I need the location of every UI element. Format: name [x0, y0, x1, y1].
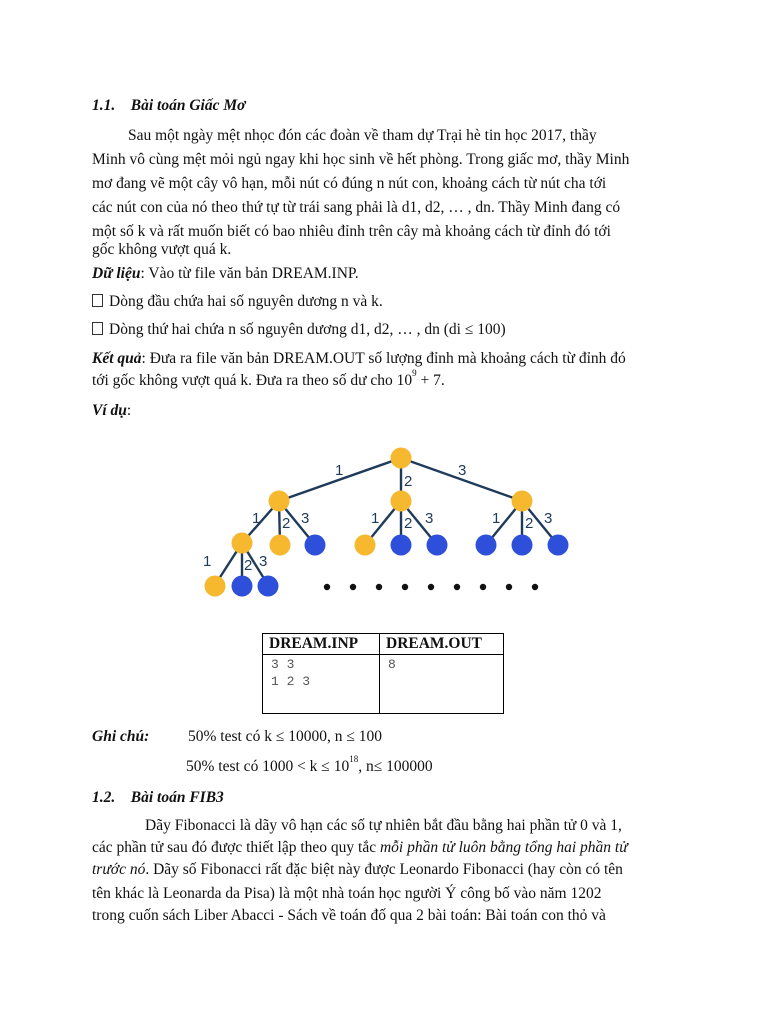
example-colon: :	[126, 402, 132, 419]
node-blue	[258, 576, 279, 597]
section-heading	[92, 96, 245, 116]
section-title: Bài toán FIB3	[130, 789, 224, 806]
node-blue	[232, 576, 253, 597]
section-title: Bài toán Giấc Mơ	[130, 97, 246, 114]
dot	[454, 584, 460, 590]
note-label: Ghi chú:	[92, 728, 150, 745]
paragraph-line	[92, 860, 623, 880]
table-header-row	[263, 634, 504, 655]
node-blue	[305, 535, 326, 556]
note-line-2	[186, 753, 433, 777]
paragraph-line: mơ đang vẽ một cây vô hạn, mỗi nút có đúng n nút con, khoảng cách từ nút cha tới	[92, 175, 607, 192]
table-header-input: DREAM.INP	[263, 634, 380, 655]
output-label: Kết quả	[92, 350, 142, 367]
edge-label: 1	[371, 510, 380, 527]
section-number: 1.2.	[92, 789, 116, 806]
edge-label: 2	[282, 515, 291, 532]
edge-label: 2	[244, 557, 253, 574]
exponent: 18	[349, 753, 359, 764]
dot	[376, 584, 382, 590]
note-text: 50% test có k ≤ 10000, n ≤ 100	[188, 728, 382, 745]
dot	[324, 584, 330, 590]
dot	[506, 584, 512, 590]
node-blue	[391, 535, 412, 556]
node-yellow	[270, 535, 291, 556]
node-yellow	[391, 491, 412, 512]
node-blue	[548, 535, 569, 556]
paragraph-line	[92, 838, 628, 858]
note-line	[92, 727, 149, 747]
node-yellow	[391, 448, 412, 469]
paragraph-line: các nút con của nó theo thứ tự từ trái sang phải là d1, d2, … , dn. Thầy Minh đang có	[92, 199, 621, 216]
paragraph-line: gốc không vượt quá k.	[92, 241, 232, 258]
edge-label: 2	[404, 473, 413, 490]
node-blue	[427, 535, 448, 556]
paragraph-italic: mỗi phần tử luôn bằng tổng hai phần tử	[379, 839, 628, 856]
output-spec-line2	[92, 367, 445, 391]
paragraph-line: tên khác là Leonarda da Pisa) là một nhà toán học người Ý công bố vào năm 1202	[92, 885, 602, 902]
bullet-text: Dòng đầu chứa hai số nguyên dương n và k.	[109, 293, 383, 310]
table-row	[263, 655, 504, 714]
edge-label: 1	[203, 553, 212, 570]
bullet-box-icon	[92, 322, 103, 335]
node-blue	[512, 535, 533, 556]
output-text: : Đưa ra file văn bản DREAM.OUT số lượng đỉnh mà khoảng cách từ đỉnh đó	[141, 350, 626, 367]
bullet-item	[92, 320, 506, 340]
paragraph-line: Minh vô cùng mệt mỏi ngủ ngay khi học sinh về hết phòng. Trong giấc mơ, thầy Minh	[92, 151, 630, 168]
edge-label: 3	[425, 510, 434, 527]
dot	[402, 584, 408, 590]
edge-label: 3	[458, 462, 467, 479]
paragraph-line: Sau một ngày mệt nhọc đón các đoàn về tham dự Trại hè tin học 2017, thầy	[128, 127, 597, 144]
output-text-3: + 7.	[416, 372, 445, 389]
dot	[428, 584, 434, 590]
edge-label: 3	[259, 553, 268, 570]
bullet-text: Dòng thứ hai chứa n số nguyên dương d1, d2, … , dn (di ≤ 100)	[109, 321, 506, 338]
paragraph-line: Dãy Fibonacci là dãy vô hạn các số tự nhiên bắt đầu bằng hai phần tử 0 và 1,	[145, 817, 622, 834]
note-text-2: 50% test có 1000 < k ≤ 10	[186, 758, 350, 775]
input-spec	[92, 264, 359, 284]
node-yellow	[512, 491, 533, 512]
tree-diagram	[190, 440, 570, 610]
table-cell-input: 3 3 1 2 3	[263, 655, 380, 714]
edge-label: 1	[335, 462, 344, 479]
edge-label: 1	[492, 510, 501, 527]
edge-label: 1	[252, 510, 261, 527]
note-text-3: , n≤ 100000	[358, 758, 433, 775]
example-label: Ví dụ	[92, 402, 127, 419]
edge-label: 2	[525, 515, 534, 532]
dot	[532, 584, 538, 590]
section-heading	[92, 788, 224, 808]
edge-label: 3	[544, 510, 553, 527]
node-blue	[476, 535, 497, 556]
ellipsis-dots	[324, 584, 538, 590]
example-label-line	[92, 401, 131, 421]
input-label: Dữ liệu	[92, 265, 141, 282]
paragraph-text: các phần tử sau đó được thiết lập theo quy tắc	[92, 839, 380, 856]
paragraph-line: trong cuốn sách Liber Abacci - Sách về toán đố qua 2 bài toán: Bài toán con thỏ và	[92, 907, 606, 924]
node-yellow	[232, 533, 253, 554]
edge-labels	[203, 462, 552, 574]
exponent: 9	[412, 367, 417, 378]
paragraph-line: một số k và rất muốn biết có bao nhiêu đỉnh trên cây mà khoảng cách từ đỉnh đó tới	[92, 223, 611, 240]
node-yellow	[355, 535, 376, 556]
output-text-2: tới gốc không vượt quá k. Đưa ra theo số dư cho 10	[92, 372, 413, 389]
table-cell-output: 8	[380, 655, 504, 714]
example-io-table	[262, 633, 504, 714]
node-yellow	[205, 576, 226, 597]
node-yellow	[269, 491, 290, 512]
input-text: : Vào từ file văn bản DREAM.INP.	[140, 265, 359, 282]
dot	[350, 584, 356, 590]
edge-label: 3	[301, 510, 310, 527]
output-spec	[92, 349, 626, 369]
bullet-box-icon	[92, 294, 103, 307]
dot	[480, 584, 486, 590]
table-header-output: DREAM.OUT	[380, 634, 504, 655]
bullet-item	[92, 292, 383, 312]
paragraph-text: . Dãy số Fibonacci rất đặc biệt này được Leonardo Fibonacci (hay còn có tên	[145, 861, 623, 878]
section-number: 1.1.	[92, 97, 116, 114]
paragraph-italic: trước nó	[92, 861, 146, 878]
edge-label: 2	[404, 515, 413, 532]
